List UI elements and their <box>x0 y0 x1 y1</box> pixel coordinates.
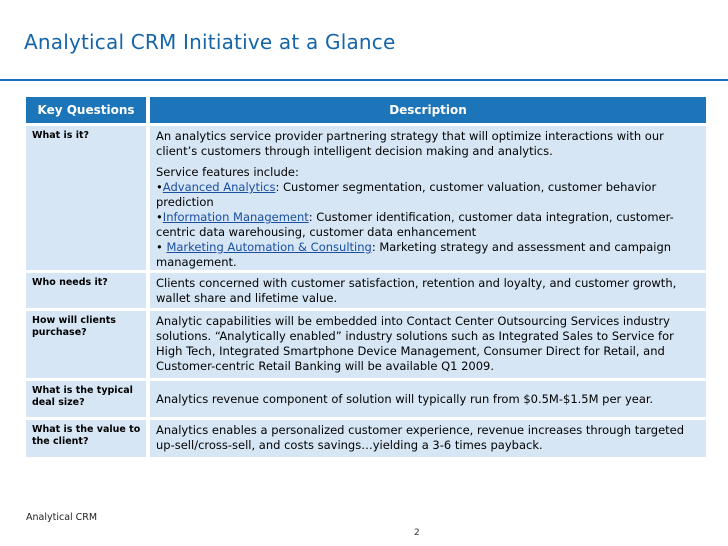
link-advanced-analytics[interactable]: Advanced Analytics <box>162 180 276 194</box>
row-intro: An analytics service provider partnering strategy that will optimize interactions with our client’s customers through intelligent decision making and analytics. <box>156 129 664 158</box>
link-information-management[interactable]: Information Management <box>162 210 309 224</box>
table-row <box>26 126 706 270</box>
link-marketing-automation[interactable]: Marketing Automation & Consulting <box>166 240 372 254</box>
table-row <box>26 420 706 457</box>
bullet-advanced-analytics: •Advanced Analytics: Customer segmentation, customer valuation, customer behavior prediction <box>156 180 657 209</box>
slide-title: Analytical CRM Initiative at a Glance <box>24 30 396 54</box>
table-row <box>26 381 706 417</box>
row-description: Analytics enables a personalized customer experience, revenue increases through targeted up-sell/cross-sell, and costs savings…yielding a 3-6 times payback. <box>150 420 706 457</box>
row-question: What is the value to the client? <box>26 420 146 457</box>
header-description: Description <box>389 103 467 117</box>
title-divider <box>0 79 728 81</box>
row-question: What is it? <box>26 126 146 270</box>
row-question: Who needs it? <box>26 273 146 308</box>
row-question: What is the typical deal size? <box>26 381 146 417</box>
page-number: 2 <box>414 528 420 538</box>
glance-table <box>26 97 706 457</box>
features-label: Service features include: <box>156 165 299 179</box>
row-question: How will clients purchase? <box>26 311 146 378</box>
bullet-information-management: •Information Management: Customer identification, customer data integration, customer-centric data warehousing, customer data enhancement <box>156 210 674 239</box>
row-description <box>150 126 706 270</box>
table-row <box>26 273 706 308</box>
footer-label: Analytical CRM <box>26 512 98 523</box>
row-description: Analytics revenue component of solution will typically run from $0.5M-$1.5M per year. <box>150 381 706 417</box>
table-header <box>26 97 706 123</box>
bullet-marketing-automation: • Marketing Automation & Consulting: Marketing strategy and assessment and campaign management. <box>156 240 672 269</box>
row-description: Analytic capabilities will be embedded into Contact Center Outsourcing Services industry solutions. “Analytically enabled” industry solutions such as Integrated Sales to Service for High Tech, Integrated Smartphone Device Management, Consumer Direct for Retail, and Customer-centric Retail Banking will be available Q1 2009. <box>150 311 706 378</box>
header-key-questions: Key Questions <box>37 103 135 117</box>
table-row <box>26 311 706 378</box>
row-description: Clients concerned with customer satisfaction, retention and loyalty, and customer growth, wallet share and lifetime value. <box>150 273 706 308</box>
